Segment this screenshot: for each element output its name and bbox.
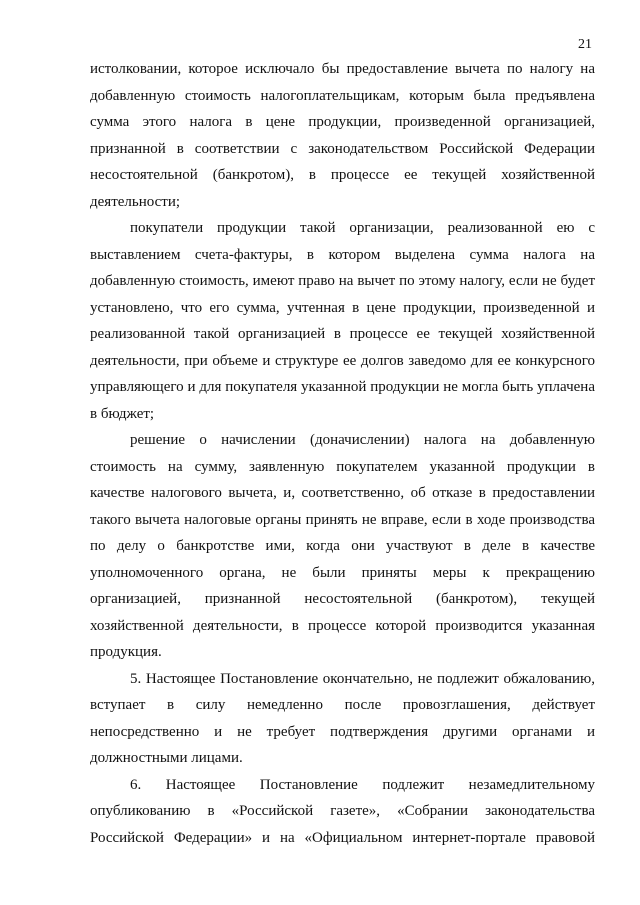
document-body [90, 56, 595, 851]
page-number: 21 [578, 37, 592, 52]
paragraph-continuation: истолковании, которое исключало бы предоставление вычета по налогу на добавленную стоимость налогоплательщикам, которым была предъявлена сумма этого налога в цене продукции, произведенной организацией, признанной в соответствии с законодательством Российской Федерации несостоятельной (банкротом), в процессе ее текущей хозяйственной деятельности; [90, 61, 595, 210]
paragraph-tax-decision: решение о начислении (доначислении) налога на добавленную стоимость на сумму, заявленную покупателем указанной продукции в качестве налогового вычета, и, соответственно, об отказе в предоставлении такого вычета налоговые органы принять не вправе, если в ходе производства по делу о банкротстве ими, когда они участвуют в деле в качестве уполномоченного органа, не были приняты меры к прекращению организацией, признанной несостоятельной (банкротом), текущей хозяйственной деятельности, в процессе которой производится указанная продукция. [90, 432, 595, 660]
paragraph-buyers-right: покупатели продукции такой организации, реализованной ею с выставлением счета-фактуры, в котором выделена сумма налога на добавленную стоимость, имеют право на вычет по этому налогу, если не будет установлено, что его сумма, учтенная в цене продукции, произведенной и реализованной такой организацией в процессе ее текущей хозяйственной деятельности, при объеме и структуре ее долгов заведомо для ее конкурсного управляющего и для покупателя указанной продукции не могла быть уплачена в бюджет; [90, 220, 595, 422]
paragraph-item-6: 6. Настоящее Постановление подлежит незамедлительному опубликованию в «Российской газете», «Собрании законодательства Российской Федерации» и на «Официальном интернет-портале правовой [90, 776, 595, 846]
paragraph-item-5: 5. Настоящее Постановление окончательно, не подлежит обжалованию, вступает в силу немедленно после провозглашения, действует непосредственно и не требует подтверждения другими органами и должностными лицами. [90, 670, 595, 766]
